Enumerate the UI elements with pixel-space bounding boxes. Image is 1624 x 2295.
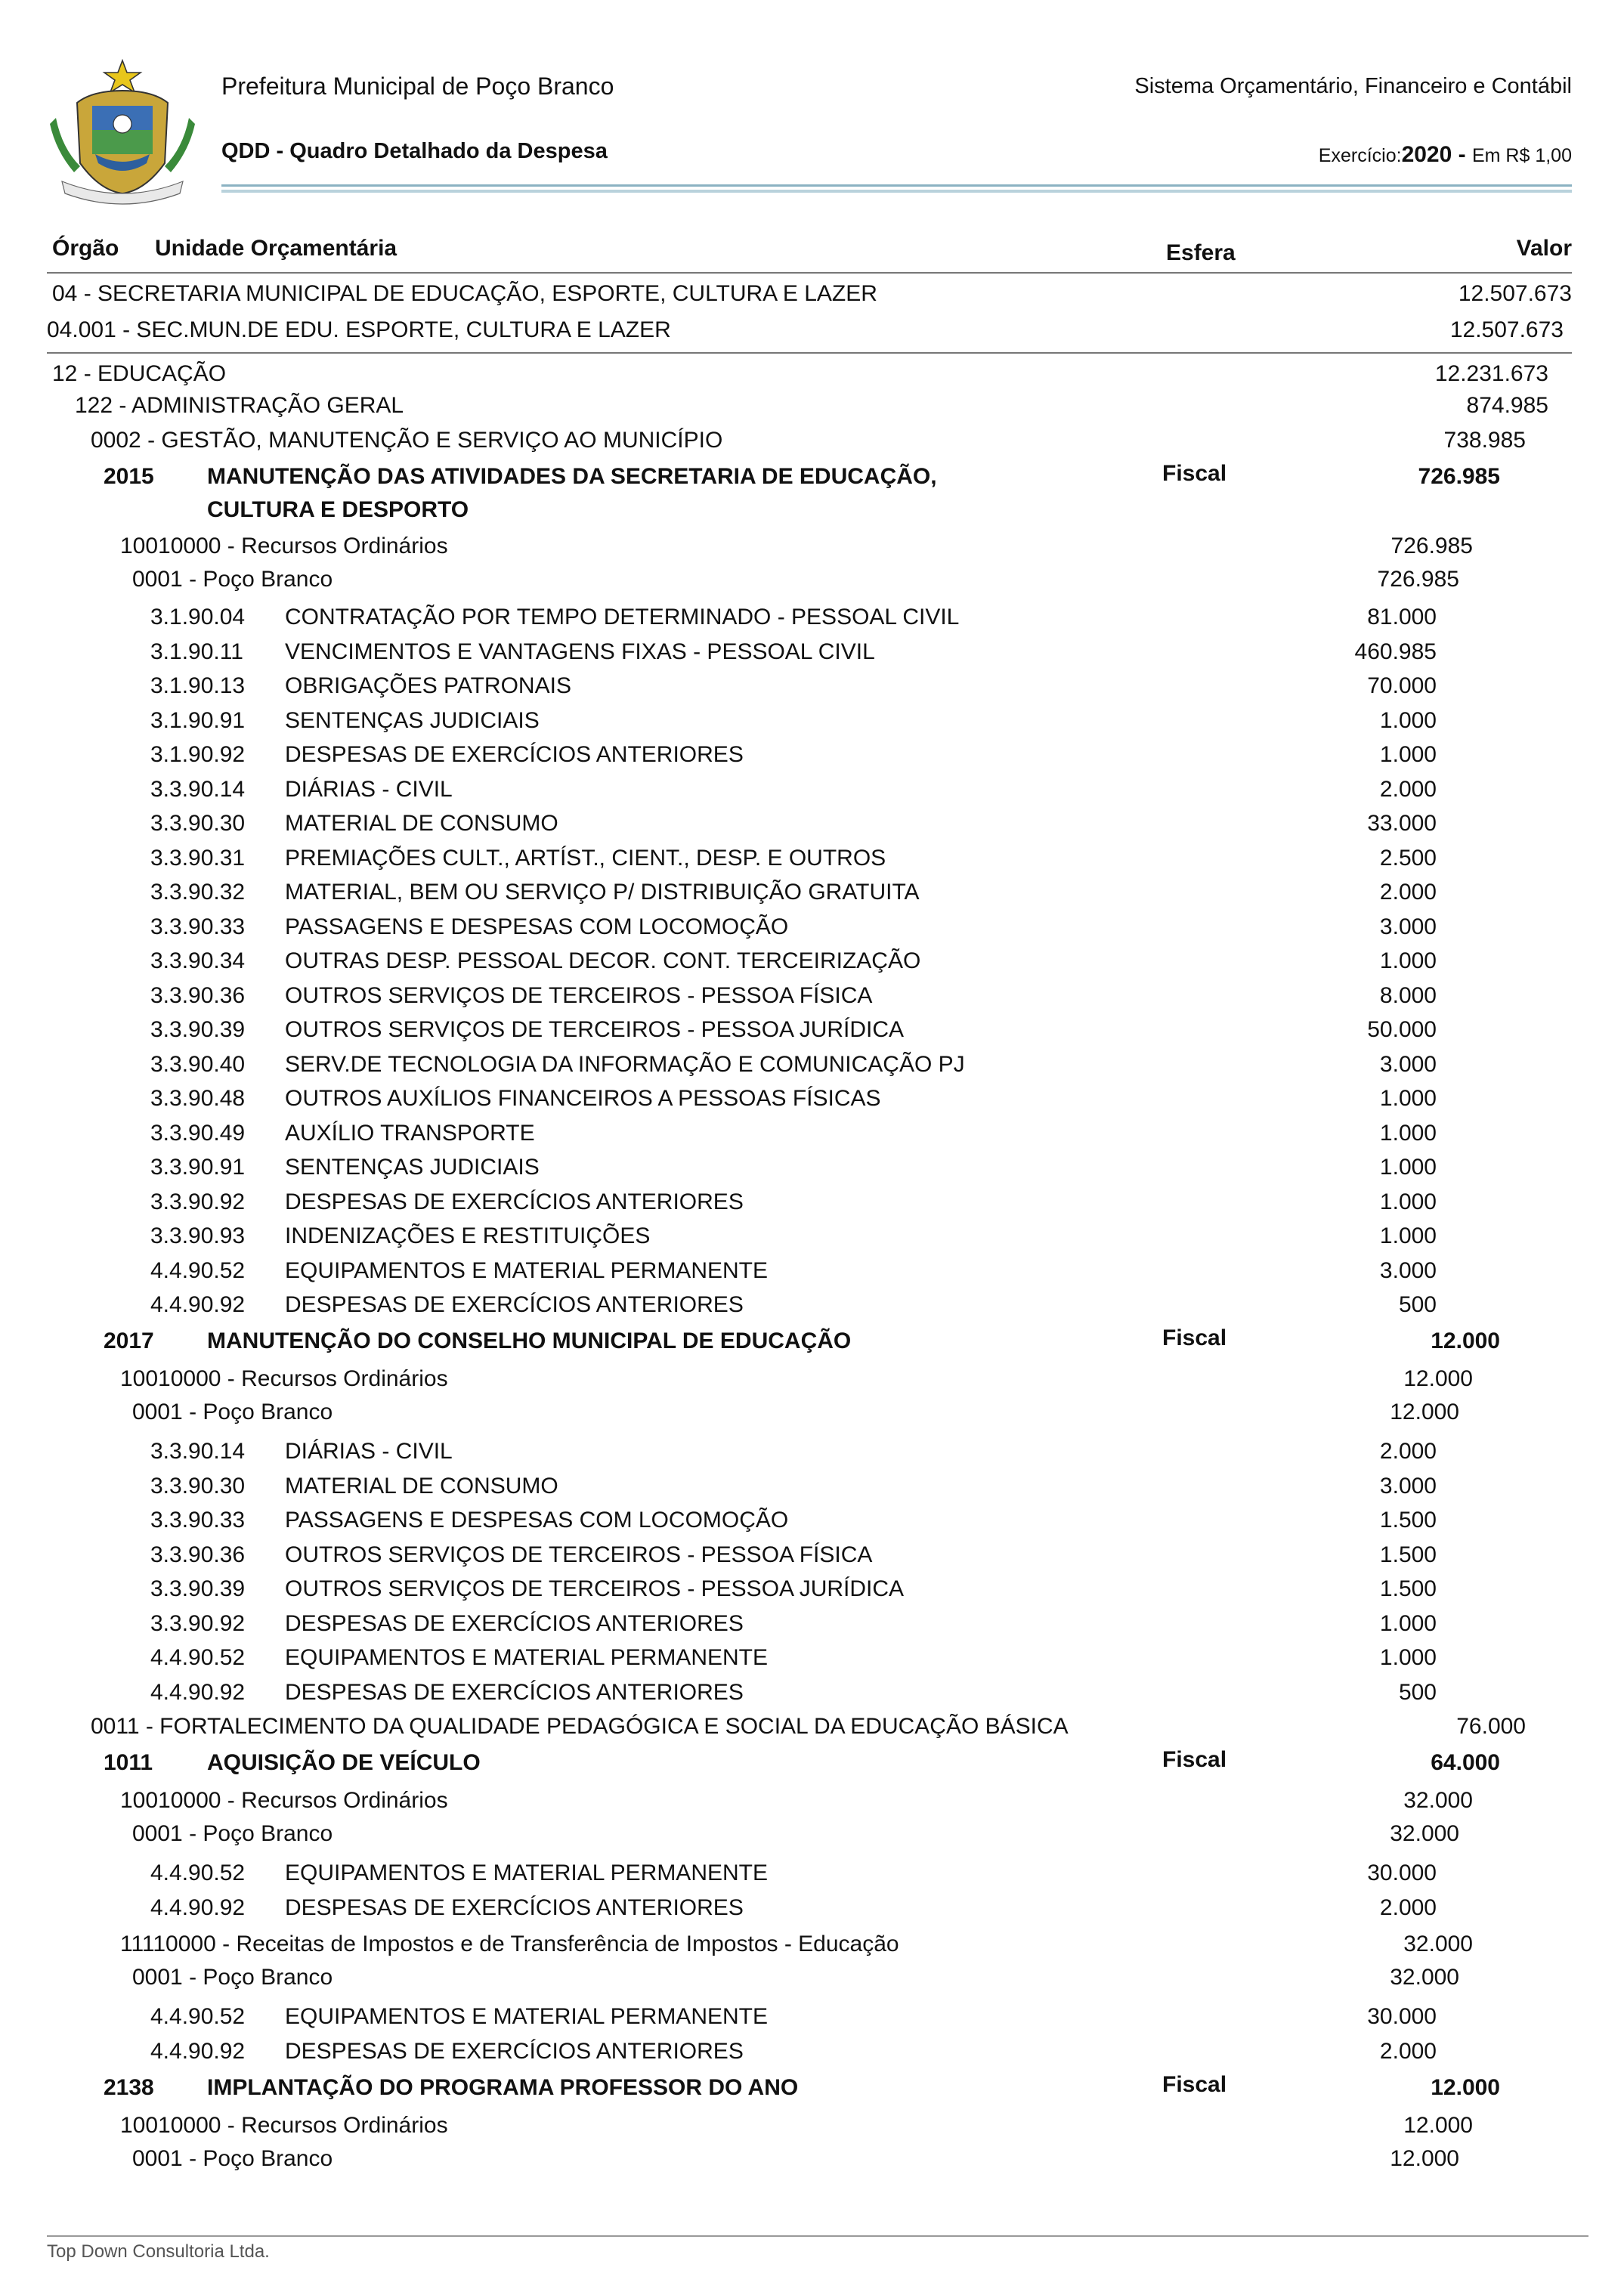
group-label: 10010000 - Recursos Ordinários xyxy=(120,1788,448,1813)
element-code: 3.3.90.14 xyxy=(150,777,246,802)
element-description: CONTRATAÇÃO POR TEMPO DETERMINADO - PESSOAL CIVIL xyxy=(285,605,960,629)
element-description: OUTROS SERVIÇOS DE TERCEIROS - PESSOA FÍSICA xyxy=(285,1542,873,1567)
group-label: 0011 - FORTALECIMENTO DA QUALIDADE PEDAGÓGICA E SOCIAL DA EDUCAÇÃO BÁSICA xyxy=(91,1714,1069,1739)
element-description: EQUIPAMENTOS E MATERIAL PERMANENTE xyxy=(285,1258,768,1283)
action-esfera: Fiscal xyxy=(1162,461,1227,486)
group-value: 76.000 xyxy=(1456,1714,1526,1739)
municipality-name: Prefeitura Municipal de Poço Branco xyxy=(221,73,614,100)
element-code: 4.4.90.92 xyxy=(150,1680,246,1705)
element-description: EQUIPAMENTOS E MATERIAL PERMANENTE xyxy=(285,2004,768,2029)
exercise-year: 2020 xyxy=(1401,142,1452,167)
unidade-label: 04.001 - SEC.MUN.DE EDU. ESPORTE, CULTURA E LAZER xyxy=(47,317,671,342)
header-rule-shadow xyxy=(221,190,1572,193)
element-value: 70.000 xyxy=(1367,673,1437,698)
element-description: AUXÍLIO TRANSPORTE xyxy=(285,1121,535,1146)
group-value: 32.000 xyxy=(1390,1965,1459,1990)
col-orgao: Órgão xyxy=(52,236,119,261)
element-code: 3.3.90.30 xyxy=(150,811,246,836)
group-label: 0001 - Poço Branco xyxy=(132,1821,333,1846)
action-value: 64.000 xyxy=(1431,1750,1500,1775)
element-code: 3.3.90.39 xyxy=(150,1017,246,1042)
element-code: 4.4.90.52 xyxy=(150,2004,246,2029)
group-value: 12.000 xyxy=(1390,2146,1459,2171)
element-value: 1.000 xyxy=(1379,1155,1437,1180)
element-code: 3.3.90.34 xyxy=(150,948,246,973)
element-value: 81.000 xyxy=(1367,605,1437,629)
group-value: 12.000 xyxy=(1403,1366,1473,1391)
element-description: MATERIAL DE CONSUMO xyxy=(285,1474,558,1499)
group-label: 0001 - Poço Branco xyxy=(132,1400,333,1424)
element-description: OUTROS SERVIÇOS DE TERCEIROS - PESSOA JURÍDICA xyxy=(285,1576,905,1601)
footer-company: Top Down Consultoria Ltda. xyxy=(47,2241,270,2262)
element-value: 2.000 xyxy=(1379,1895,1437,1920)
element-description: DESPESAS DE EXERCÍCIOS ANTERIORES xyxy=(285,2039,744,2064)
element-description: OUTRAS DESP. PESSOAL DECOR. CONT. TERCEIRIZAÇÃO xyxy=(285,948,921,973)
group-value: 12.231.673 xyxy=(1434,361,1548,386)
group-value: 12.000 xyxy=(1390,1400,1459,1424)
element-value: 1.000 xyxy=(1379,708,1437,733)
element-code: 3.3.90.14 xyxy=(150,1439,246,1464)
group-value: 738.985 xyxy=(1443,428,1526,453)
currency-unit: Em R$ 1,00 xyxy=(1471,145,1572,166)
element-value: 1.000 xyxy=(1379,1121,1437,1146)
element-value: 50.000 xyxy=(1367,1017,1437,1042)
element-description: PASSAGENS E DESPESAS COM LOCOMOÇÃO xyxy=(285,1508,789,1533)
element-code: 3.3.90.49 xyxy=(150,1121,246,1146)
element-value: 1.500 xyxy=(1379,1508,1437,1533)
element-description: OBRIGAÇÕES PATRONAIS xyxy=(285,673,571,698)
element-code: 3.3.90.39 xyxy=(150,1576,246,1601)
element-value: 1.000 xyxy=(1379,742,1437,767)
element-description: DIÁRIAS - CIVIL xyxy=(285,1439,453,1464)
element-code: 3.3.90.32 xyxy=(150,880,246,905)
element-description: DESPESAS DE EXERCÍCIOS ANTERIORES xyxy=(285,1680,744,1705)
element-description: INDENIZAÇÕES E RESTITUIÇÕES xyxy=(285,1223,651,1248)
element-description: PASSAGENS E DESPESAS COM LOCOMOÇÃO xyxy=(285,914,789,939)
action-value: 12.000 xyxy=(1431,2075,1500,2100)
element-value: 2.500 xyxy=(1379,846,1437,871)
element-code: 3.3.90.36 xyxy=(150,983,246,1008)
element-description: OUTROS SERVIÇOS DE TERCEIROS - PESSOA FÍSICA xyxy=(285,983,873,1008)
element-code: 4.4.90.52 xyxy=(150,1645,246,1670)
group-value: 726.985 xyxy=(1377,567,1459,592)
element-code: 3.3.90.33 xyxy=(150,914,246,939)
element-code: 3.1.90.13 xyxy=(150,673,246,698)
element-value: 1.500 xyxy=(1379,1542,1437,1567)
footer-rule xyxy=(47,2235,1588,2237)
header-rule xyxy=(221,184,1572,187)
element-code: 3.3.90.36 xyxy=(150,1542,246,1567)
element-description: EQUIPAMENTOS E MATERIAL PERMANENTE xyxy=(285,1645,768,1670)
group-label: 10010000 - Recursos Ordinários xyxy=(120,534,448,558)
group-label: 11110000 - Receitas de Impostos e de Transferência de Impostos - Educação xyxy=(120,1932,899,1956)
element-description: DESPESAS DE EXERCÍCIOS ANTERIORES xyxy=(285,742,744,767)
element-value: 1.000 xyxy=(1379,1223,1437,1248)
element-code: 3.3.90.33 xyxy=(150,1508,246,1533)
orgao-value: 12.507.673 xyxy=(1458,281,1572,306)
element-code: 3.3.90.93 xyxy=(150,1223,246,1248)
element-description: DIÁRIAS - CIVIL xyxy=(285,777,453,802)
group-label: 12 - EDUCAÇÃO xyxy=(52,361,227,386)
element-value: 2.000 xyxy=(1379,2039,1437,2064)
action-code: 2017 xyxy=(104,1328,154,1353)
heading-separator xyxy=(47,272,1572,274)
element-value: 1.000 xyxy=(1379,1086,1437,1111)
element-value: 1.000 xyxy=(1379,948,1437,973)
element-code: 3.3.90.30 xyxy=(150,1474,246,1499)
exercise-separator: - xyxy=(1452,142,1472,167)
element-description: DESPESAS DE EXERCÍCIOS ANTERIORES xyxy=(285,1895,744,1920)
element-code: 3.3.90.91 xyxy=(150,1155,246,1180)
element-value: 500 xyxy=(1398,1292,1437,1317)
element-value: 1.000 xyxy=(1379,1189,1437,1214)
element-description: DESPESAS DE EXERCÍCIOS ANTERIORES xyxy=(285,1189,744,1214)
element-value: 33.000 xyxy=(1367,811,1437,836)
element-code: 4.4.90.92 xyxy=(150,1895,246,1920)
exercise-info xyxy=(1319,142,1572,168)
element-value: 3.000 xyxy=(1379,1052,1437,1077)
action-esfera: Fiscal xyxy=(1162,2072,1227,2097)
element-description: MATERIAL DE CONSUMO xyxy=(285,811,558,836)
unidade-separator xyxy=(47,352,1572,354)
group-label: 122 - ADMINISTRAÇÃO GERAL xyxy=(75,393,404,418)
element-code: 3.1.90.91 xyxy=(150,708,246,733)
element-description: MATERIAL, BEM OU SERVIÇO P/ DISTRIBUIÇÃO GRATUITA xyxy=(285,880,920,905)
element-code: 3.3.90.31 xyxy=(150,846,246,871)
municipal-coat-of-arms-logo xyxy=(47,57,198,206)
group-value: 32.000 xyxy=(1403,1788,1473,1813)
element-description: SENTENÇAS JUDICIAIS xyxy=(285,1155,540,1180)
action-title: IMPLANTAÇÃO DO PROGRAMA PROFESSOR DO ANO xyxy=(207,2075,799,2100)
group-value: 32.000 xyxy=(1403,1932,1473,1956)
element-value: 30.000 xyxy=(1367,1860,1437,1885)
element-value: 30.000 xyxy=(1367,2004,1437,2029)
element-code: 3.1.90.11 xyxy=(150,639,243,664)
element-value: 1.000 xyxy=(1379,1645,1437,1670)
element-code: 3.1.90.92 xyxy=(150,742,246,767)
group-value: 32.000 xyxy=(1390,1821,1459,1846)
element-value: 2.000 xyxy=(1379,880,1437,905)
element-code: 4.4.90.52 xyxy=(150,1860,246,1885)
group-label: 0002 - GESTÃO, MANUTENÇÃO E SERVIÇO AO MUNICÍPIO xyxy=(91,428,723,453)
element-code: 3.3.90.92 xyxy=(150,1611,246,1636)
unidade-value: 12.507.673 xyxy=(1449,317,1564,342)
col-valor: Valor xyxy=(1516,236,1572,261)
element-description: SENTENÇAS JUDICIAIS xyxy=(285,708,540,733)
element-value: 460.985 xyxy=(1354,639,1437,664)
element-code: 3.3.90.92 xyxy=(150,1189,246,1214)
action-esfera: Fiscal xyxy=(1162,1747,1227,1772)
element-value: 8.000 xyxy=(1379,983,1437,1008)
action-esfera: Fiscal xyxy=(1162,1325,1227,1350)
action-value: 12.000 xyxy=(1431,1328,1500,1353)
group-label: 0001 - Poço Branco xyxy=(132,1965,333,1990)
element-value: 500 xyxy=(1398,1680,1437,1705)
element-description: DESPESAS DE EXERCÍCIOS ANTERIORES xyxy=(285,1292,744,1317)
element-value: 2.000 xyxy=(1379,1439,1437,1464)
action-code: 2015 xyxy=(104,464,154,489)
element-value: 2.000 xyxy=(1379,777,1437,802)
action-title-line2: CULTURA E DESPORTO xyxy=(207,497,469,522)
element-description: PREMIAÇÕES CULT., ARTÍST., CIENT., DESP. E OUTROS xyxy=(285,846,886,871)
group-label: 10010000 - Recursos Ordinários xyxy=(120,1366,448,1391)
action-code: 2138 xyxy=(104,2075,154,2100)
group-label: 10010000 - Recursos Ordinários xyxy=(120,2113,448,2138)
element-description: VENCIMENTOS E VANTAGENS FIXAS - PESSOAL CIVIL xyxy=(285,639,875,664)
element-description: EQUIPAMENTOS E MATERIAL PERMANENTE xyxy=(285,1860,768,1885)
exercise-label: Exercício: xyxy=(1318,145,1402,166)
group-label: 0001 - Poço Branco xyxy=(132,567,333,592)
element-value: 1.500 xyxy=(1379,1576,1437,1601)
element-code: 3.3.90.40 xyxy=(150,1052,246,1077)
action-title: MANUTENÇÃO DAS ATIVIDADES DA SECRETARIA DE EDUCAÇÃO, xyxy=(207,464,937,489)
element-code: 4.4.90.92 xyxy=(150,2039,246,2064)
group-label: 0001 - Poço Branco xyxy=(132,2146,333,2171)
element-description: SERV.DE TECNOLOGIA DA INFORMAÇÃO E COMUNICAÇÃO PJ xyxy=(285,1052,965,1077)
group-value: 12.000 xyxy=(1403,2113,1473,2138)
col-esfera: Esfera xyxy=(1166,240,1236,265)
report-title: QDD - Quadro Detalhado da Despesa xyxy=(221,139,608,163)
element-description: DESPESAS DE EXERCÍCIOS ANTERIORES xyxy=(285,1611,744,1636)
element-code: 3.3.90.48 xyxy=(150,1086,246,1111)
element-value: 3.000 xyxy=(1379,1258,1437,1283)
action-title: MANUTENÇÃO DO CONSELHO MUNICIPAL DE EDUCAÇÃO xyxy=(207,1328,852,1353)
element-value: 1.000 xyxy=(1379,1611,1437,1636)
element-code: 4.4.90.92 xyxy=(150,1292,246,1317)
action-title: AQUISIÇÃO DE VEÍCULO xyxy=(207,1750,481,1775)
system-name: Sistema Orçamentário, Financeiro e Contábil xyxy=(1134,74,1572,98)
group-value: 726.985 xyxy=(1390,534,1473,558)
orgao-label: 04 - SECRETARIA MUNICIPAL DE EDUCAÇÃO, ESPORTE, CULTURA E LAZER xyxy=(52,281,877,306)
element-code: 3.1.90.04 xyxy=(150,605,246,629)
col-unidade: Unidade Orçamentária xyxy=(155,236,397,261)
action-value: 726.985 xyxy=(1418,464,1500,489)
element-description: OUTROS SERVIÇOS DE TERCEIROS - PESSOA JURÍDICA xyxy=(285,1017,905,1042)
group-value: 874.985 xyxy=(1466,393,1548,418)
element-description: OUTROS AUXÍLIOS FINANCEIROS A PESSOAS FÍSICAS xyxy=(285,1086,881,1111)
element-value: 3.000 xyxy=(1379,914,1437,939)
element-value: 3.000 xyxy=(1379,1474,1437,1499)
element-code: 4.4.90.52 xyxy=(150,1258,246,1283)
action-code: 1011 xyxy=(104,1750,153,1775)
